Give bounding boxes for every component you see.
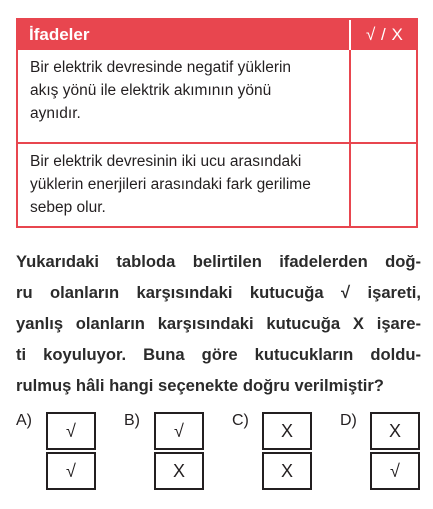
question-text	[16, 246, 421, 401]
option-box-bottom: X	[262, 452, 312, 490]
question-line: ru olanların karşısındaki kutucuğa √ işareti,	[16, 283, 421, 302]
option-letter: B)	[124, 412, 140, 429]
option-letter: A)	[16, 412, 32, 429]
option-box-top: X	[370, 412, 420, 450]
question-line: rulmuş hâli hangi seçenekte doğru verilmiştir?	[16, 376, 384, 395]
check-column-header: √ / X	[366, 25, 404, 44]
option-letter: C)	[232, 412, 249, 429]
statement-text: Bir elektrik devresinin iki ucu arasındaki yüklerin enerjileri arasındaki fark gerilime sebep olur.	[30, 153, 311, 216]
option-box-top: X	[262, 412, 312, 450]
option-box-bottom: √	[370, 452, 420, 490]
table-header	[18, 20, 416, 50]
question-line: ti koyuluyor. Buna göre kutucukların doldu-	[16, 345, 421, 364]
option-letter: D)	[340, 412, 357, 429]
option-box-top: √	[46, 412, 96, 450]
table-row	[18, 50, 416, 144]
option-box-bottom: √	[46, 452, 96, 490]
statements-table	[16, 18, 418, 228]
question-line: Yukarıdaki tabloda belirtilen ifadelerden doğ-	[16, 252, 421, 271]
answer-box	[349, 144, 416, 226]
statement-text: Bir elektrik devresinde negatif yüklerin akış yönü ile elektrik akımının yönü aynıdır.	[30, 59, 292, 122]
option-box-bottom: X	[154, 452, 204, 490]
question-line: yanlış olanların karşısındaki kutucuğa X işare-	[16, 314, 421, 333]
answer-box	[349, 50, 416, 142]
statements-column-header: İfadeler	[29, 25, 90, 44]
option-box-top: √	[154, 412, 204, 450]
table-row	[18, 144, 416, 226]
header-divider	[349, 20, 351, 50]
